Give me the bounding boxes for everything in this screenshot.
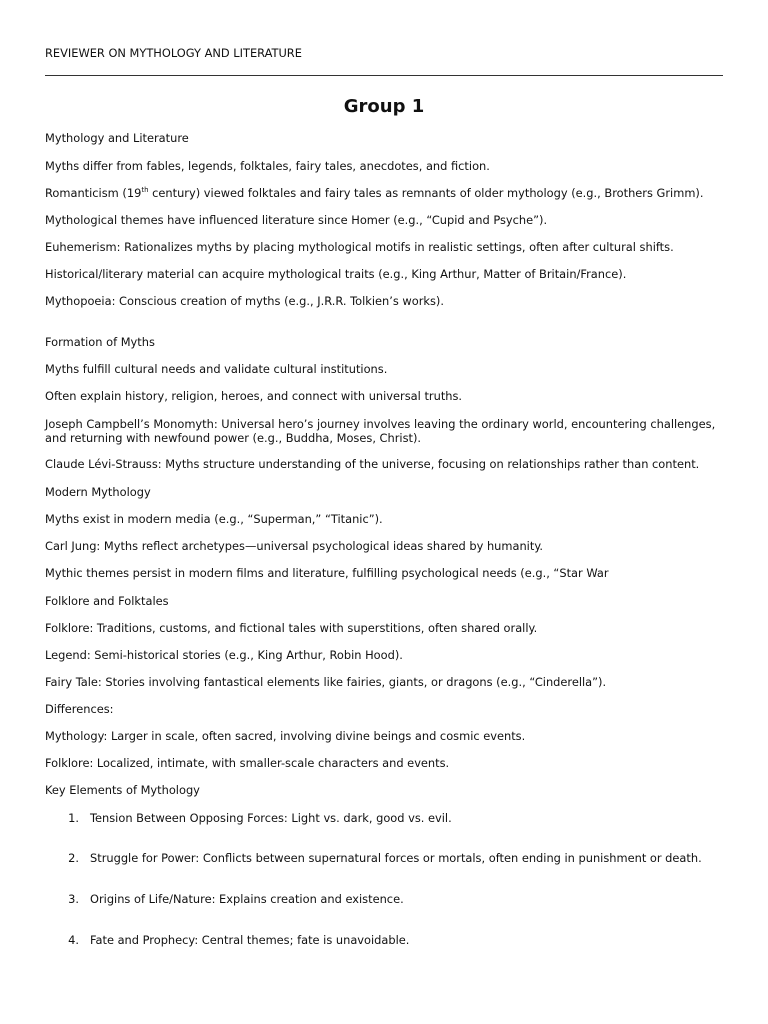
section-heading-modern: Modern Mythology [45,485,151,499]
paragraph: Folklore: Localized, intimate, with smaller-scale characters and events. [45,756,450,770]
text-span: century) viewed folktales and fairy tales as remnants of older mythology (e.g., Brothers Grimm). [148,186,704,200]
list-number: 4. [68,933,79,947]
paragraph: Myths fulfill cultural needs and validate cultural institutions. [45,362,388,376]
section-heading-differences: Differences: [45,702,114,716]
document-header: REVIEWER ON MYTHOLOGY AND LITERATURE [45,46,302,60]
paragraph: Mythology: Larger in scale, often sacred, involving divine beings and cosmic events. [45,729,526,743]
paragraph: Mythic themes persist in modern films and literature, fulfilling psychological needs (e.g., “Star War [45,566,609,580]
list-number: 2. [68,851,79,865]
paragraph: Often explain history, religion, heroes, and connect with universal truths. [45,389,463,403]
list-text: Origins of Life/Nature: Explains creation and existence. [90,892,404,906]
paragraph: Mythopoeia: Conscious creation of myths (e.g., J.R.R. Tolkien’s works). [45,294,444,308]
paragraph: Fairy Tale: Stories involving fantastical elements like fairies, giants, or dragons (e.g., “Cinderella”). [45,675,607,689]
text-span: Romanticism (19 [45,186,142,200]
page-title: Group 1 [343,96,425,117]
header-divider [45,75,723,76]
paragraph: Carl Jung: Myths reflect archetypes—universal psychological ideas shared by humanity. [45,539,544,553]
superscript: th [141,186,149,195]
list-text: Tension Between Opposing Forces: Light vs. dark, good vs. evil. [90,811,452,825]
section-heading-folklore: Folklore and Folktales [45,594,169,608]
paragraph: Folklore: Traditions, customs, and fictional tales with superstitions, often shared orally. [45,621,538,635]
paragraph: Historical/literary material can acquire mythological traits (e.g., King Arthur, Matter of Britain/France). [45,267,627,281]
list-text: Fate and Prophecy: Central themes; fate is unavoidable. [90,933,410,947]
list-number: 1. [68,811,79,825]
paragraph: Euhemerism: Rationalizes myths by placing mythological motifs in realistic settings, often after cultural shifts. [45,240,674,254]
paragraph-monomyth: Joseph Campbell’s Monomyth: Universal hero’s journey involves leaving the ordinary world, encountering challenges, and returning with newfound power (e.g., Buddha, Moses, Christ). [45,417,716,445]
list-text: Struggle for Power: Conflicts between supernatural forces or mortals, often ending in punishment or death. [90,851,702,865]
paragraph-romanticism [45,186,723,200]
list-number: 3. [68,892,79,906]
paragraph: Legend: Semi-historical stories (e.g., King Arthur, Robin Hood). [45,648,403,662]
paragraph: Myths differ from fables, legends, folktales, fairy tales, anecdotes, and fiction. [45,159,490,173]
paragraph: Mythological themes have influenced literature since Homer (e.g., “Cupid and Psyche”). [45,213,548,227]
section-heading-key-elements: Key Elements of Mythology [45,783,200,797]
section-heading-mythology-literature: Mythology and Literature [45,131,189,145]
section-heading-formation: Formation of Myths [45,335,155,349]
paragraph: Myths exist in modern media (e.g., “Superman,” “Titanic”). [45,512,383,526]
paragraph: Claude Lévi-Strauss: Myths structure understanding of the universe, focusing on relationships rather than content. [45,457,700,471]
